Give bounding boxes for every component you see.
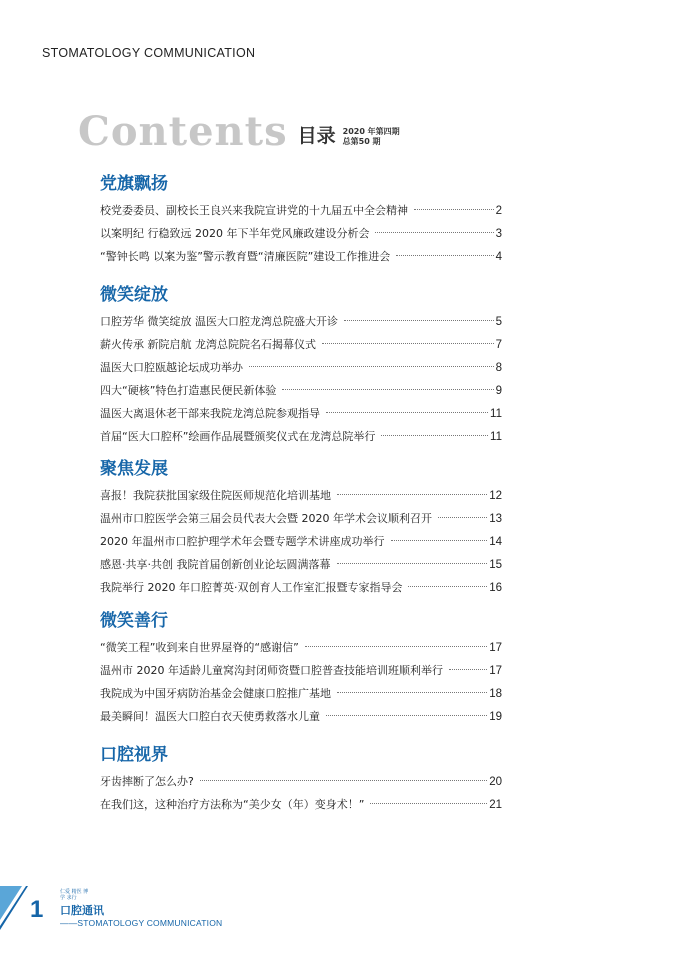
page-footer — [0, 862, 300, 955]
footer-slogan: 仁爱 精医 博学 求行 — [60, 889, 89, 901]
entry-text: 四大“硬核”特色打造惠民便民新体验 — [100, 384, 277, 397]
entry-page: 13 — [489, 513, 502, 525]
dot-leader — [449, 669, 487, 670]
entry-page: 7 — [495, 339, 502, 351]
toc-entry[interactable] — [100, 659, 502, 682]
entry-page: 19 — [489, 711, 502, 723]
toc-entry[interactable] — [100, 636, 502, 659]
entry-page: 9 — [495, 385, 502, 397]
section-title: 聚焦发展 — [100, 459, 168, 479]
journal-header: STOMATOLOGY COMMUNICATION — [42, 46, 256, 60]
dot-leader — [337, 494, 487, 495]
toc-entry[interactable] — [100, 222, 502, 245]
toc-entry[interactable] — [100, 484, 502, 507]
dot-leader — [337, 692, 487, 693]
entry-text: 喜报！我院获批国家级住院医师规范化培训基地 — [100, 489, 331, 502]
entry-page: 4 — [495, 251, 502, 263]
entry-text: 感恩·共享·共创 我院首届创新创业论坛圆满落幕 — [100, 558, 331, 571]
toc-entry[interactable] — [100, 356, 502, 379]
issue-total: 总第50 期 — [342, 137, 381, 146]
entry-text: 校党委委员、副校长王良兴来我院宣讲党的十九届五中全会精神 — [100, 204, 408, 217]
entry-text: 温州市口腔医学会第三届会员代表大会暨 2020 年学术会议顺利召开 — [100, 512, 432, 525]
entry-text: “警钟长鸣 以案为鉴”警示教育暨“清廉医院”建设工作推进会 — [100, 250, 391, 263]
entry-page: 21 — [489, 799, 502, 811]
section-title: 口腔视界 — [100, 745, 168, 765]
toc-entry[interactable] — [100, 402, 502, 425]
entry-text: 在我们这，这种治疗方法称为“美少女（年）变身术！” — [100, 798, 365, 811]
dot-leader — [326, 412, 488, 413]
dot-leader — [375, 232, 493, 233]
dot-leader — [414, 209, 494, 210]
entry-text: 我院成为中国牙病防治基金会健康口腔推广基地 — [100, 687, 331, 700]
entry-page: 20 — [489, 776, 502, 788]
entry-page: 16 — [489, 582, 502, 594]
dot-leader — [322, 343, 494, 344]
entry-page: 17 — [489, 642, 502, 654]
dot-leader — [391, 540, 488, 541]
toc-entry[interactable] — [100, 379, 502, 402]
dot-leader — [200, 780, 487, 781]
section-party-flag — [100, 173, 502, 268]
section-smile-bloom — [100, 284, 502, 448]
entry-page: 3 — [495, 228, 502, 240]
toc-entry[interactable] — [100, 199, 502, 222]
entry-page: 18 — [489, 688, 502, 700]
dot-leader — [438, 517, 487, 518]
dot-leader — [249, 366, 494, 367]
entry-page: 12 — [489, 490, 502, 502]
toc-entry[interactable] — [100, 793, 502, 816]
section-title: 党旗飘扬 — [100, 174, 168, 194]
toc-entry[interactable] — [100, 425, 502, 448]
entry-text: 口腔芳华 微笑绽放 温医大口腔龙湾总院盛大开诊 — [100, 315, 338, 328]
section-title: 微笑绽放 — [100, 285, 168, 305]
entry-text: 温医大离退休老干部来我院龙湾总院参观指导 — [100, 407, 320, 420]
dot-leader — [344, 320, 494, 321]
entry-text: “微笑工程”收到来自世界屋脊的“感谢信” — [100, 641, 299, 654]
toc-entry[interactable] — [100, 770, 502, 793]
toc-entry[interactable] — [100, 576, 502, 599]
page-number: 1 — [30, 896, 44, 923]
section-oral-vision — [100, 744, 502, 816]
dot-leader — [282, 389, 493, 390]
entry-text: 最美瞬间！温医大口腔白衣天使勇救落水儿童 — [100, 710, 320, 723]
entry-text: 以案明纪 行稳致远 2020 年下半年党风廉政建设分析会 — [100, 227, 370, 240]
entry-page: 15 — [489, 559, 502, 571]
issue-info — [343, 127, 400, 147]
toc-entry[interactable] — [100, 310, 502, 333]
dot-leader — [326, 715, 487, 716]
toc-entry[interactable] — [100, 705, 502, 728]
dot-leader — [396, 255, 493, 256]
toc-entry[interactable] — [100, 553, 502, 576]
footer-journal-name: 口腔通讯 — [60, 904, 104, 917]
entry-page: 17 — [489, 665, 502, 677]
entry-page: 2 — [495, 205, 502, 217]
issue-year: 2020 年第四期 — [342, 127, 400, 136]
section-focus-development — [100, 458, 502, 599]
entry-text: 我院举行 2020 年口腔菁英·双创育人工作室汇报暨专家指导会 — [100, 581, 403, 594]
contents-heading: Contents — [78, 108, 288, 155]
entry-text: 2020 年温州市口腔护理学术年会暨专题学术讲座成功举行 — [100, 535, 385, 548]
section-smile-charity — [100, 610, 502, 728]
entry-text: 薪火传承 新院启航 龙湾总院院名石揭幕仪式 — [100, 338, 316, 351]
dot-leader — [381, 435, 488, 436]
toc-entry[interactable] — [100, 530, 502, 553]
entry-page: 8 — [495, 362, 502, 374]
dot-leader — [337, 563, 488, 564]
dot-leader — [370, 803, 487, 804]
toc-entry[interactable] — [100, 682, 502, 705]
toc-entry[interactable] — [100, 507, 502, 530]
entry-text: 牙齿摔断了怎么办? — [100, 775, 194, 788]
entry-page: 11 — [490, 431, 502, 443]
dot-leader — [305, 646, 487, 647]
entry-text: 温州市 2020 年适龄儿童窝沟封闭师资暨口腔普查技能培训班顺利举行 — [100, 664, 443, 677]
section-title: 微笑善行 — [100, 611, 168, 631]
entry-text: 首届“医大口腔杯”绘画作品展暨颁奖仪式在龙湾总院举行 — [100, 430, 376, 443]
mulu-heading: 目录 — [297, 125, 336, 147]
toc-entry[interactable] — [100, 333, 502, 356]
entry-page: 11 — [490, 408, 502, 420]
entry-page: 14 — [489, 536, 502, 548]
dot-leader — [408, 586, 487, 587]
toc-entry[interactable] — [100, 245, 502, 268]
contents-title-row — [78, 104, 400, 155]
footer-journal-subtitle: ——STOMATOLOGY COMMUNICATION — [60, 918, 223, 928]
entry-page: 5 — [495, 316, 502, 328]
entry-text: 温医大口腔瓯越论坛成功举办 — [100, 361, 243, 374]
